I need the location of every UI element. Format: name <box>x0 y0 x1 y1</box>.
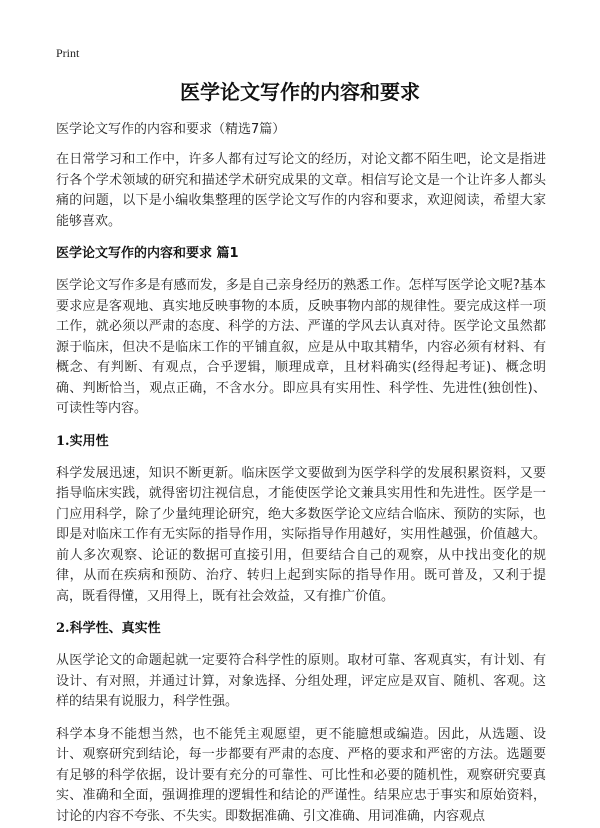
section-paragraph: 医学论文写作多是有感而发，多是自己亲身经历的熟悉工作。怎样写医学论文呢?基本要求应是客观地、真实地反映事物的本质，反映事物内部的规律性。要完成这样一项工作，就必须以严肃的态度、科学的方法、严谨的学风去认真对待。医学论文虽然都源于临床，但决不是临床工作的平铺直叙，应是从中取其精华，内容必须有材料、有概念、有判断、有观点，合乎逻辑，顺理成章，且材料确实(经得起考证)、概念明确、判断恰当，观点正确，不含水分。即应具有实用性、科学性、先进性(独创性)、可读性等内容。 <box>56 278 546 416</box>
document-subtitle: 医学论文写作的内容和要求（精选7篇） <box>56 122 286 137</box>
intro-paragraph: 在日常学习和工作中，许多人都有过写论文的经历，对论文都不陌生吧，论文是指进行各个学术领域的研究和描述学术研究成果的文章。相信写论文是一个让许多人都头痛的问题，以下是小编收集整理的医学论文写作的内容和要求，欢迎阅读，希望大家能够喜欢。 <box>56 152 546 229</box>
point-paragraph-practicality: 科学发展迅速，知识不断更新。临床医学文要做到为医学科学的发展积累资料，又要指导临床实践，就得密切注视信息，才能使医学论文兼具实用性和先进性。医学是一门应用科学，除了少量纯理论研究，绝大多数医学论文应结合临床、预防的实际，也即是对临床工作有无实际的指导作用，实际指导作用越好，实用性越强，价值越大。前人多次观察、论证的数据可直接引用，但要结合自己的观察，从中找出变化的规律，从而在疾病和预防、治疗、转归上起到实际的指导作用。既可普及，又利于提高，既看得懂，又用得上，既有社会效益，又有推广价值。 <box>56 465 546 604</box>
document-title: 医学论文写作的内容和要求 <box>180 80 420 104</box>
print-label: Print <box>56 46 80 60</box>
point-heading-scientific: 2.科学性、真实性 <box>56 621 161 636</box>
point-paragraph-scientific-1: 从医学论文的命题起就一定要符合科学性的原则。取材可靠、客观真实，有计划、有设计、有对照，并通过计算，对象选择、分组处理，评定应是双盲、随机、客观。这样的结果有说服力，科学性强。 <box>56 653 546 709</box>
point-paragraph-scientific-2: 科学本身不能想当然，也不能凭主观愿望，更不能臆想或编造。因此，从选题、设计、观察研究到结论，每一步都要有严肃的态度、严格的要求和严密的方法。选题要有足够的科学依据，设计要有充分的可靠性、可比性和必要的随机性，观察研究要真实、准确和全面，强调推理的逻辑性和结论的严谨性。结果应忠于事实和原始资料，讨论的内容不夸张、不失实。即数据准确、引文准确、用词准确，内容观点 <box>56 726 546 824</box>
section-heading: 医学论文写作的内容和要求 篇1 <box>56 246 239 261</box>
document-body <box>56 120 546 828</box>
point-heading-practicality: 1.实用性 <box>56 433 109 449</box>
